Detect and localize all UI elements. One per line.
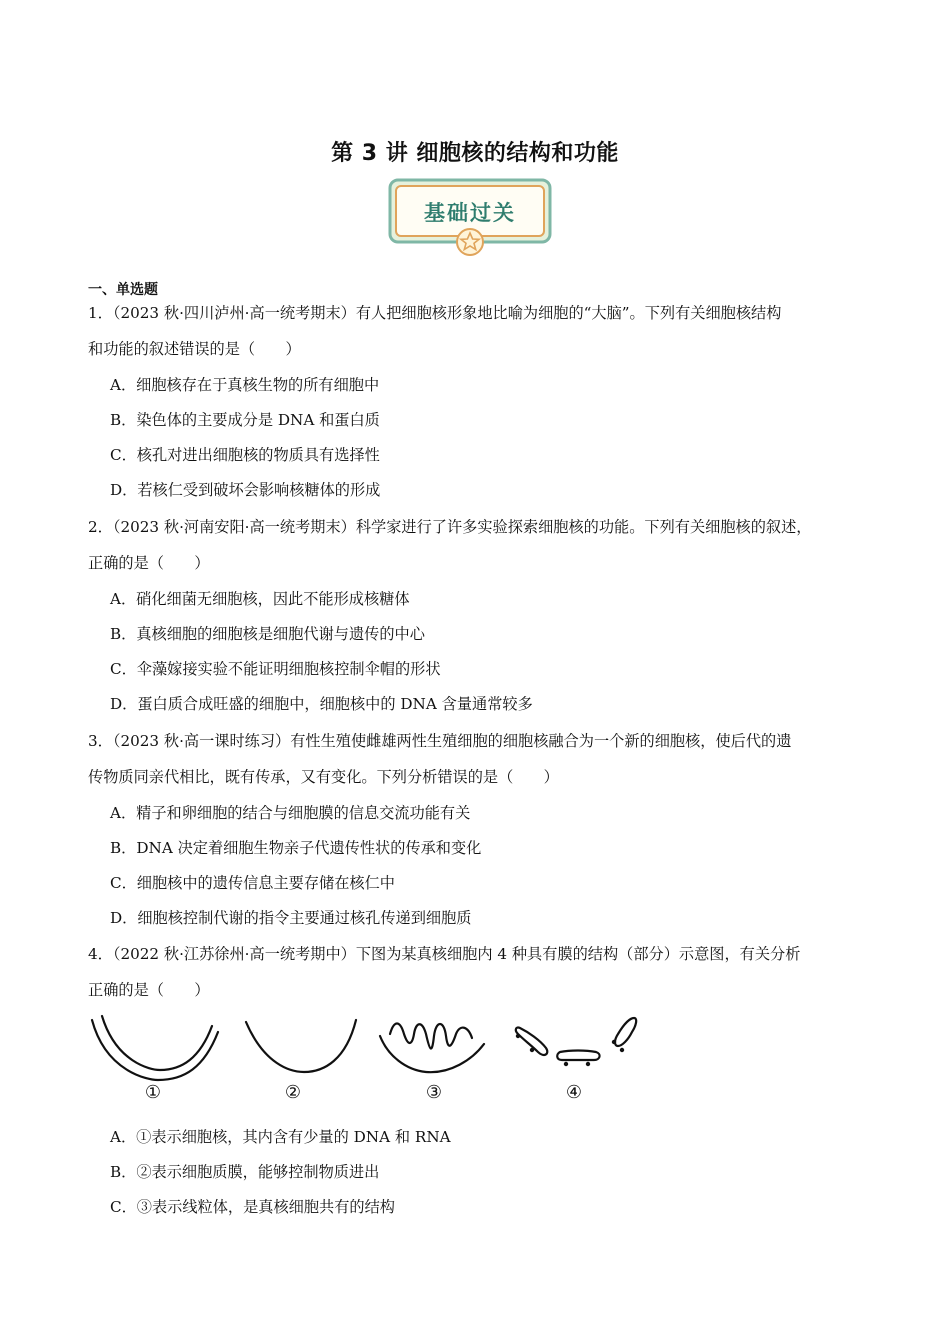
badge-label: 基础过关	[424, 201, 516, 225]
question-3-stem-line1: 3．（2023 秋·高一课时练习）有性生殖使雌雄两性生殖细胞的细胞核融合为一个新的细胞核，使后代的遗	[88, 732, 792, 750]
question-1-stem-line2: 和功能的叙述错误的是（ ）	[88, 340, 301, 358]
question-3-option-b: B．DNA 决定着细胞生物亲子代遗传性状的传承和变化	[110, 839, 482, 857]
question-4-stem-line1: 4．（2022 秋·江苏徐州·高一统考期中）下图为某真核细胞内 4 种具有膜的结构（部分）示意图，有关分析	[88, 945, 801, 963]
question-1-option-d: D．若核仁受到破坏会影响核糖体的形成	[110, 481, 381, 499]
figure-1-inner-membrane	[102, 1016, 212, 1070]
question-2-option-c: C．伞藻嫁接实验不能证明细胞核控制伞帽的形状	[110, 660, 441, 678]
question-4-option-c: C．③表示线粒体，是真核细胞共有的结构	[110, 1198, 395, 1216]
question-3-stem-line2: 传物质同亲代相比，既有传承，又有变化。下列分析错误的是（ ）	[88, 768, 559, 786]
question-3-option-d: D．细胞核控制代谢的指令主要通过核孔传递到细胞质	[110, 909, 472, 927]
question-2-option-d: D．蛋白质合成旺盛的细胞中，细胞核中的 DNA 含量通常较多	[110, 695, 533, 713]
question-1-stem-line1: 1．（2023 秋·四川泸州·高一统考期末）有人把细胞核形象地比喻为细胞的“大脑”。下列有关细胞核结构	[88, 304, 782, 322]
question-3-option-a: A．精子和卵细胞的结合与细胞膜的信息交流功能有关	[110, 804, 471, 822]
figure-label-1: ①	[144, 1082, 162, 1103]
question-1-option-a: A．细胞核存在于真核生物的所有细胞中	[110, 376, 380, 394]
question-2-stem-line2: 正确的是（ ）	[88, 554, 210, 572]
figure-label-3: ③	[425, 1082, 443, 1103]
question-2-option-b: B．真核细胞的细胞核是细胞代谢与遗传的中心	[110, 625, 425, 643]
section-heading: 一、单选题	[88, 282, 158, 298]
figure-2-membrane	[246, 1020, 356, 1072]
figure-label-4: ④	[565, 1082, 583, 1103]
question-1-option-b: B．染色体的主要成分是 DNA 和蛋白质	[110, 411, 380, 429]
question-4-stem-line2: 正确的是（ ）	[88, 981, 210, 999]
level-badge	[388, 178, 552, 256]
question-1-option-c: C．核孔对进出细胞核的物质具有选择性	[110, 446, 380, 464]
question-3-option-c: C．细胞核中的遗传信息主要存储在核仁中	[110, 874, 395, 892]
page-title: 第 3 讲 细胞核的结构和功能	[331, 141, 619, 166]
figure-label-2: ②	[284, 1082, 302, 1103]
question-4-option-a: A．①表示细胞核，其内含有少量的 DNA 和 RNA	[110, 1128, 451, 1146]
figure-3-inner-folds	[390, 1024, 472, 1049]
figure-4-er-fragment-2	[557, 1051, 599, 1061]
question-2-stem-line1: 2．（2023 秋·河南安阳·高一统考期末）科学家进行了许多实验探索细胞核的功能。下列有关细胞核的叙述，	[88, 518, 812, 536]
question-4-option-b: B．②表示细胞质膜，能够控制物质进出	[110, 1163, 380, 1181]
figure-3-outer-membrane	[380, 1036, 484, 1072]
question-2-option-a: A．硝化细菌无细胞核，因此不能形成核糖体	[110, 590, 410, 608]
figure-4-er-fragment-3	[615, 1018, 636, 1046]
